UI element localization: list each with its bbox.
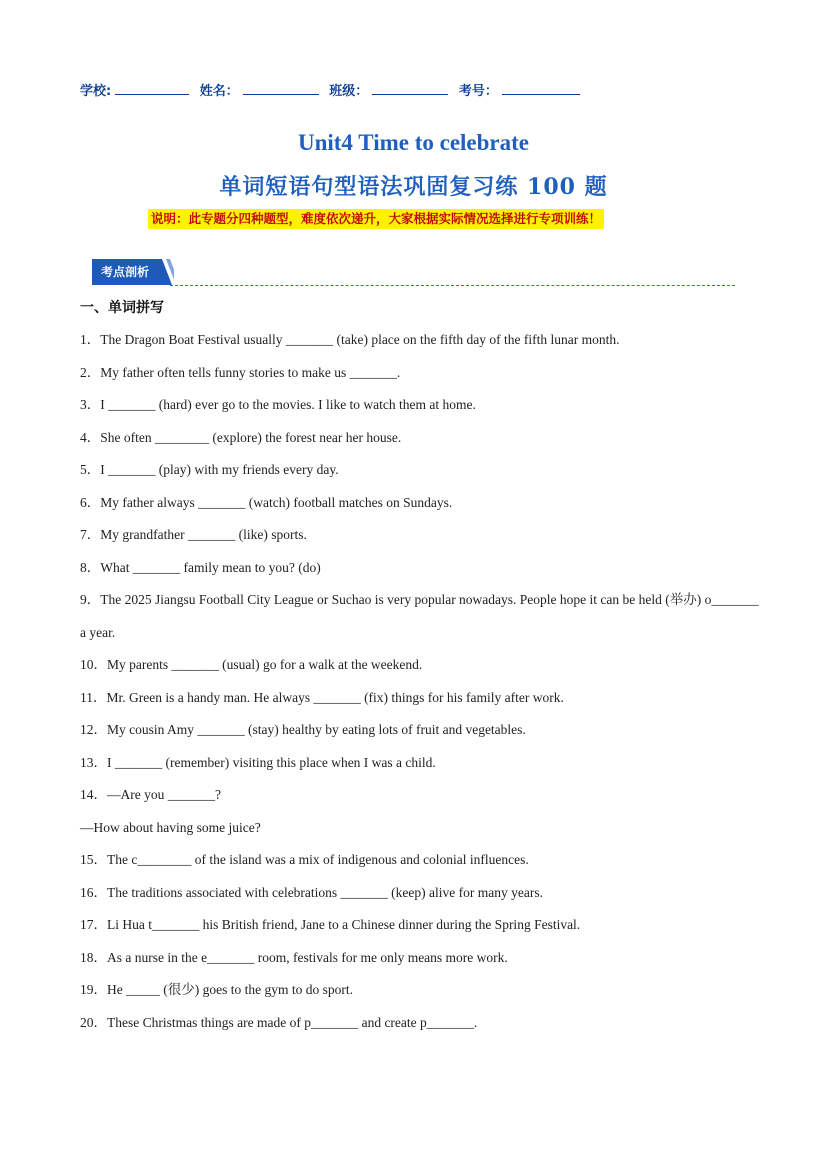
exam-number-blank[interactable] <box>502 82 580 95</box>
part-heading: 一、单词拼写 <box>80 300 164 316</box>
section-tab-label: 考点剖析 <box>100 265 149 279</box>
instructions-notice: 说明：此专题分四种题型，难度依次递升，大家根据实际情况选择进行专项训练！ <box>148 209 604 229</box>
class-label: 班级： <box>329 84 369 99</box>
student-info-line <box>80 80 586 99</box>
school-label: 学校: <box>80 84 112 99</box>
question-20: 20．These Christmas things are made of p_______ and create p_______. <box>80 1014 478 1030</box>
question-5: 5．I _______ (play) with my friends every day. <box>80 462 339 477</box>
question-6: 6．My father always _______ (watch) football matches on Sundays. <box>80 494 453 510</box>
name-label: 姓名： <box>199 84 239 99</box>
question-8: 8．What _______ family mean to you? (do) <box>80 559 321 575</box>
question-13: 13．I _______ (remember) visiting this place when I was a child. <box>80 754 436 770</box>
section-tab <box>92 259 174 285</box>
name-blank[interactable] <box>243 82 319 95</box>
question-3: 3．I _______ (hard) ever go to the movies. I like to watch them at home. <box>80 397 476 412</box>
question-17: 17．Li Hua t_______ his British friend, Jane to a Chinese dinner during the Spring Festival. <box>80 917 581 932</box>
question-18: 18．As a nurse in the e_______ room, festivals for me only means more work. <box>80 949 508 965</box>
question-14: 14．—Are you _______? <box>80 787 221 802</box>
question-14-response: —How about having some juice? <box>80 819 261 835</box>
class-blank[interactable] <box>372 82 448 95</box>
question-2: 2．My father often tells funny stories to make us _______. <box>80 364 401 380</box>
question-12: 12．My cousin Amy _______ (stay) healthy by eating lots of fruit and vegetables. <box>80 722 526 737</box>
question-list <box>80 324 760 1039</box>
school-blank[interactable] <box>115 82 189 95</box>
question-11: 11．Mr. Green is a handy man. He always _______ (fix) things for his family after work. <box>80 689 564 705</box>
title-chinese: 单词短语句型语法巩固复习练 100 题 <box>219 174 608 200</box>
question-9: 9．The 2025 Jiangsu Football City League or Suchao is very popular nowadays. People hope it can be held (举办) o_______ a year. <box>80 592 759 640</box>
question-10: 10．My parents _______ (usual) go for a walk at the weekend. <box>80 657 423 672</box>
question-7: 7．My grandfather _______ (like) sports. <box>80 527 307 542</box>
section-divider <box>170 285 735 286</box>
question-15: 15．The c________ of the island was a mix of indigenous and colonial influences. <box>80 852 529 867</box>
title-english: Unit4 Time to celebrate <box>297 130 529 155</box>
question-4: 4．She often ________ (explore) the forest near her house. <box>80 429 402 445</box>
question-1: 1．The Dragon Boat Festival usually _______ (take) place on the fifth day of the fifth lunar month. <box>80 332 620 347</box>
exam-number-label: 考号： <box>458 84 498 99</box>
question-16: 16．The traditions associated with celebrations _______ (keep) alive for many years. <box>80 884 543 900</box>
question-19: 19．He _____ (很少) goes to the gym to do sport. <box>80 982 353 997</box>
